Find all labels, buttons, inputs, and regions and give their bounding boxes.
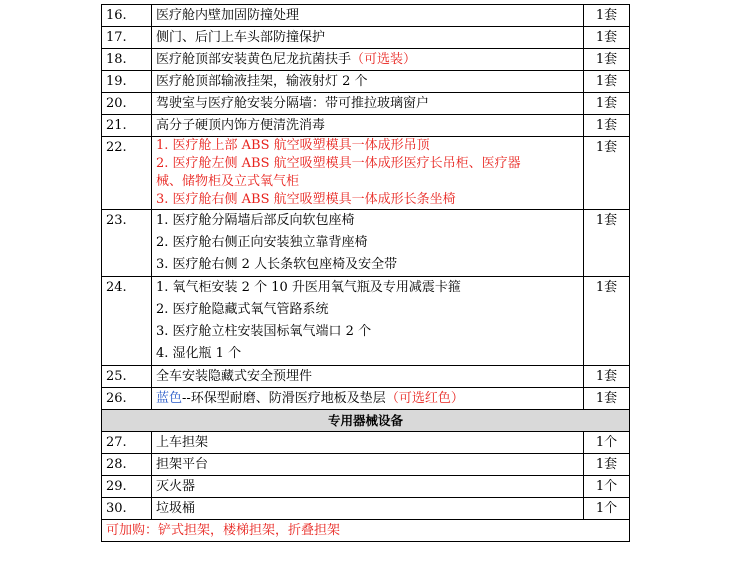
list-item: 3. 医疗舱右侧 ABS 航空吸塑模具一体成形长条坐椅 [156,192,456,207]
row-quantity: 1套 [584,277,630,366]
color-word: 蓝色 [156,391,183,406]
table-row [102,115,630,137]
table-row [102,498,630,520]
row-item-text: --环保型耐磨、防滑医疗地板及垫层 [182,391,386,406]
row-number: 30. [102,498,152,520]
optional-note: （可选装） [351,52,417,67]
list-item: 3. 医疗舱右侧 2 人长条软包座椅及安全带 [156,257,398,272]
row-number: 25. [102,366,152,388]
section-title: 专用器械设备 [102,410,630,432]
footer-row [102,520,630,542]
row-item: 侧门、后门上车头部防撞保护 [152,27,584,49]
optional-purchase-note: 可加购：铲式担架，楼梯担架，折叠担架 [102,520,630,542]
table-row [102,27,630,49]
table-row [102,5,630,27]
row-number: 27. [102,432,152,454]
row-number: 24. [102,277,152,366]
table-row [102,366,630,388]
row-item: 医疗舱内壁加固防撞处理 [152,5,584,27]
table-row [102,454,630,476]
table-row [102,388,630,410]
row-item: 驾驶室与医疗舱安装分隔墙：带可推拉玻璃窗户 [152,93,584,115]
list-item: 2. 医疗舱右侧正向安装独立靠背座椅 [156,235,368,250]
row-item [152,388,584,410]
row-quantity: 1套 [584,366,630,388]
row-number: 28. [102,454,152,476]
row-number: 22. [102,137,152,210]
equipment-spec-table [101,4,630,542]
row-item: 灭火器 [152,476,584,498]
list-item: 2. 医疗舱隐藏式氧气管路系统 [156,302,329,317]
row-number: 26. [102,388,152,410]
list-item: 1. 氧气柜安装 2 个 10 升医用氧气瓶及专用减震卡箍 [156,280,461,295]
row-number: 29. [102,476,152,498]
list-item: 2. 医疗舱左侧 ABS 航空吸塑模具一体成形医疗长吊柜、医疗器 [156,156,521,171]
row-quantity: 1套 [584,210,630,277]
row-number: 16. [102,5,152,27]
row-quantity: 1套 [584,454,630,476]
list-item: 3. 医疗舱立柱安装国标氧气端口 2 个 [156,324,372,339]
row-quantity: 1个 [584,498,630,520]
row-quantity: 1套 [584,5,630,27]
table-row [102,210,630,277]
table-row [102,93,630,115]
table-row [102,137,630,210]
optional-note: （可选红色） [385,391,464,406]
row-item-list [152,137,584,210]
row-quantity: 1个 [584,476,630,498]
row-quantity: 1套 [584,27,630,49]
row-quantity: 1个 [584,432,630,454]
row-item-text: 医疗舱顶部安装黄色尼龙抗菌扶手 [156,52,352,67]
row-item: 垃圾桶 [152,498,584,520]
row-item-list [152,277,584,366]
table-row [102,71,630,93]
table-row [102,432,630,454]
row-item [152,49,584,71]
list-item: 械、储物柜及立式氧气柜 [156,174,300,189]
table-row [102,49,630,71]
list-item: 4. 湿化瓶 1 个 [156,346,242,361]
row-quantity: 1套 [584,49,630,71]
table-row [102,277,630,366]
row-number: 23. [102,210,152,277]
row-item-list [152,210,584,277]
row-quantity: 1套 [584,71,630,93]
row-quantity: 1套 [584,93,630,115]
row-number: 18. [102,49,152,71]
row-number: 20. [102,93,152,115]
row-quantity: 1套 [584,115,630,137]
row-quantity: 1套 [584,388,630,410]
list-item: 1. 医疗舱上部 ABS 航空吸塑模具一体成形吊顶 [156,138,430,153]
row-item: 高分子硬顶内饰方便清洗消毒 [152,115,584,137]
row-number: 17. [102,27,152,49]
table-row [102,476,630,498]
section-header-row [102,410,630,432]
row-item: 医疗舱顶部输液挂架，输液射灯 2 个 [152,71,584,93]
row-item: 上车担架 [152,432,584,454]
row-item: 担架平台 [152,454,584,476]
row-number: 19. [102,71,152,93]
row-quantity: 1套 [584,137,630,210]
row-number: 21. [102,115,152,137]
row-item: 全车安装隐藏式安全预埋件 [152,366,584,388]
list-item: 1. 医疗舱分隔墙后部反向软包座椅 [156,213,355,228]
